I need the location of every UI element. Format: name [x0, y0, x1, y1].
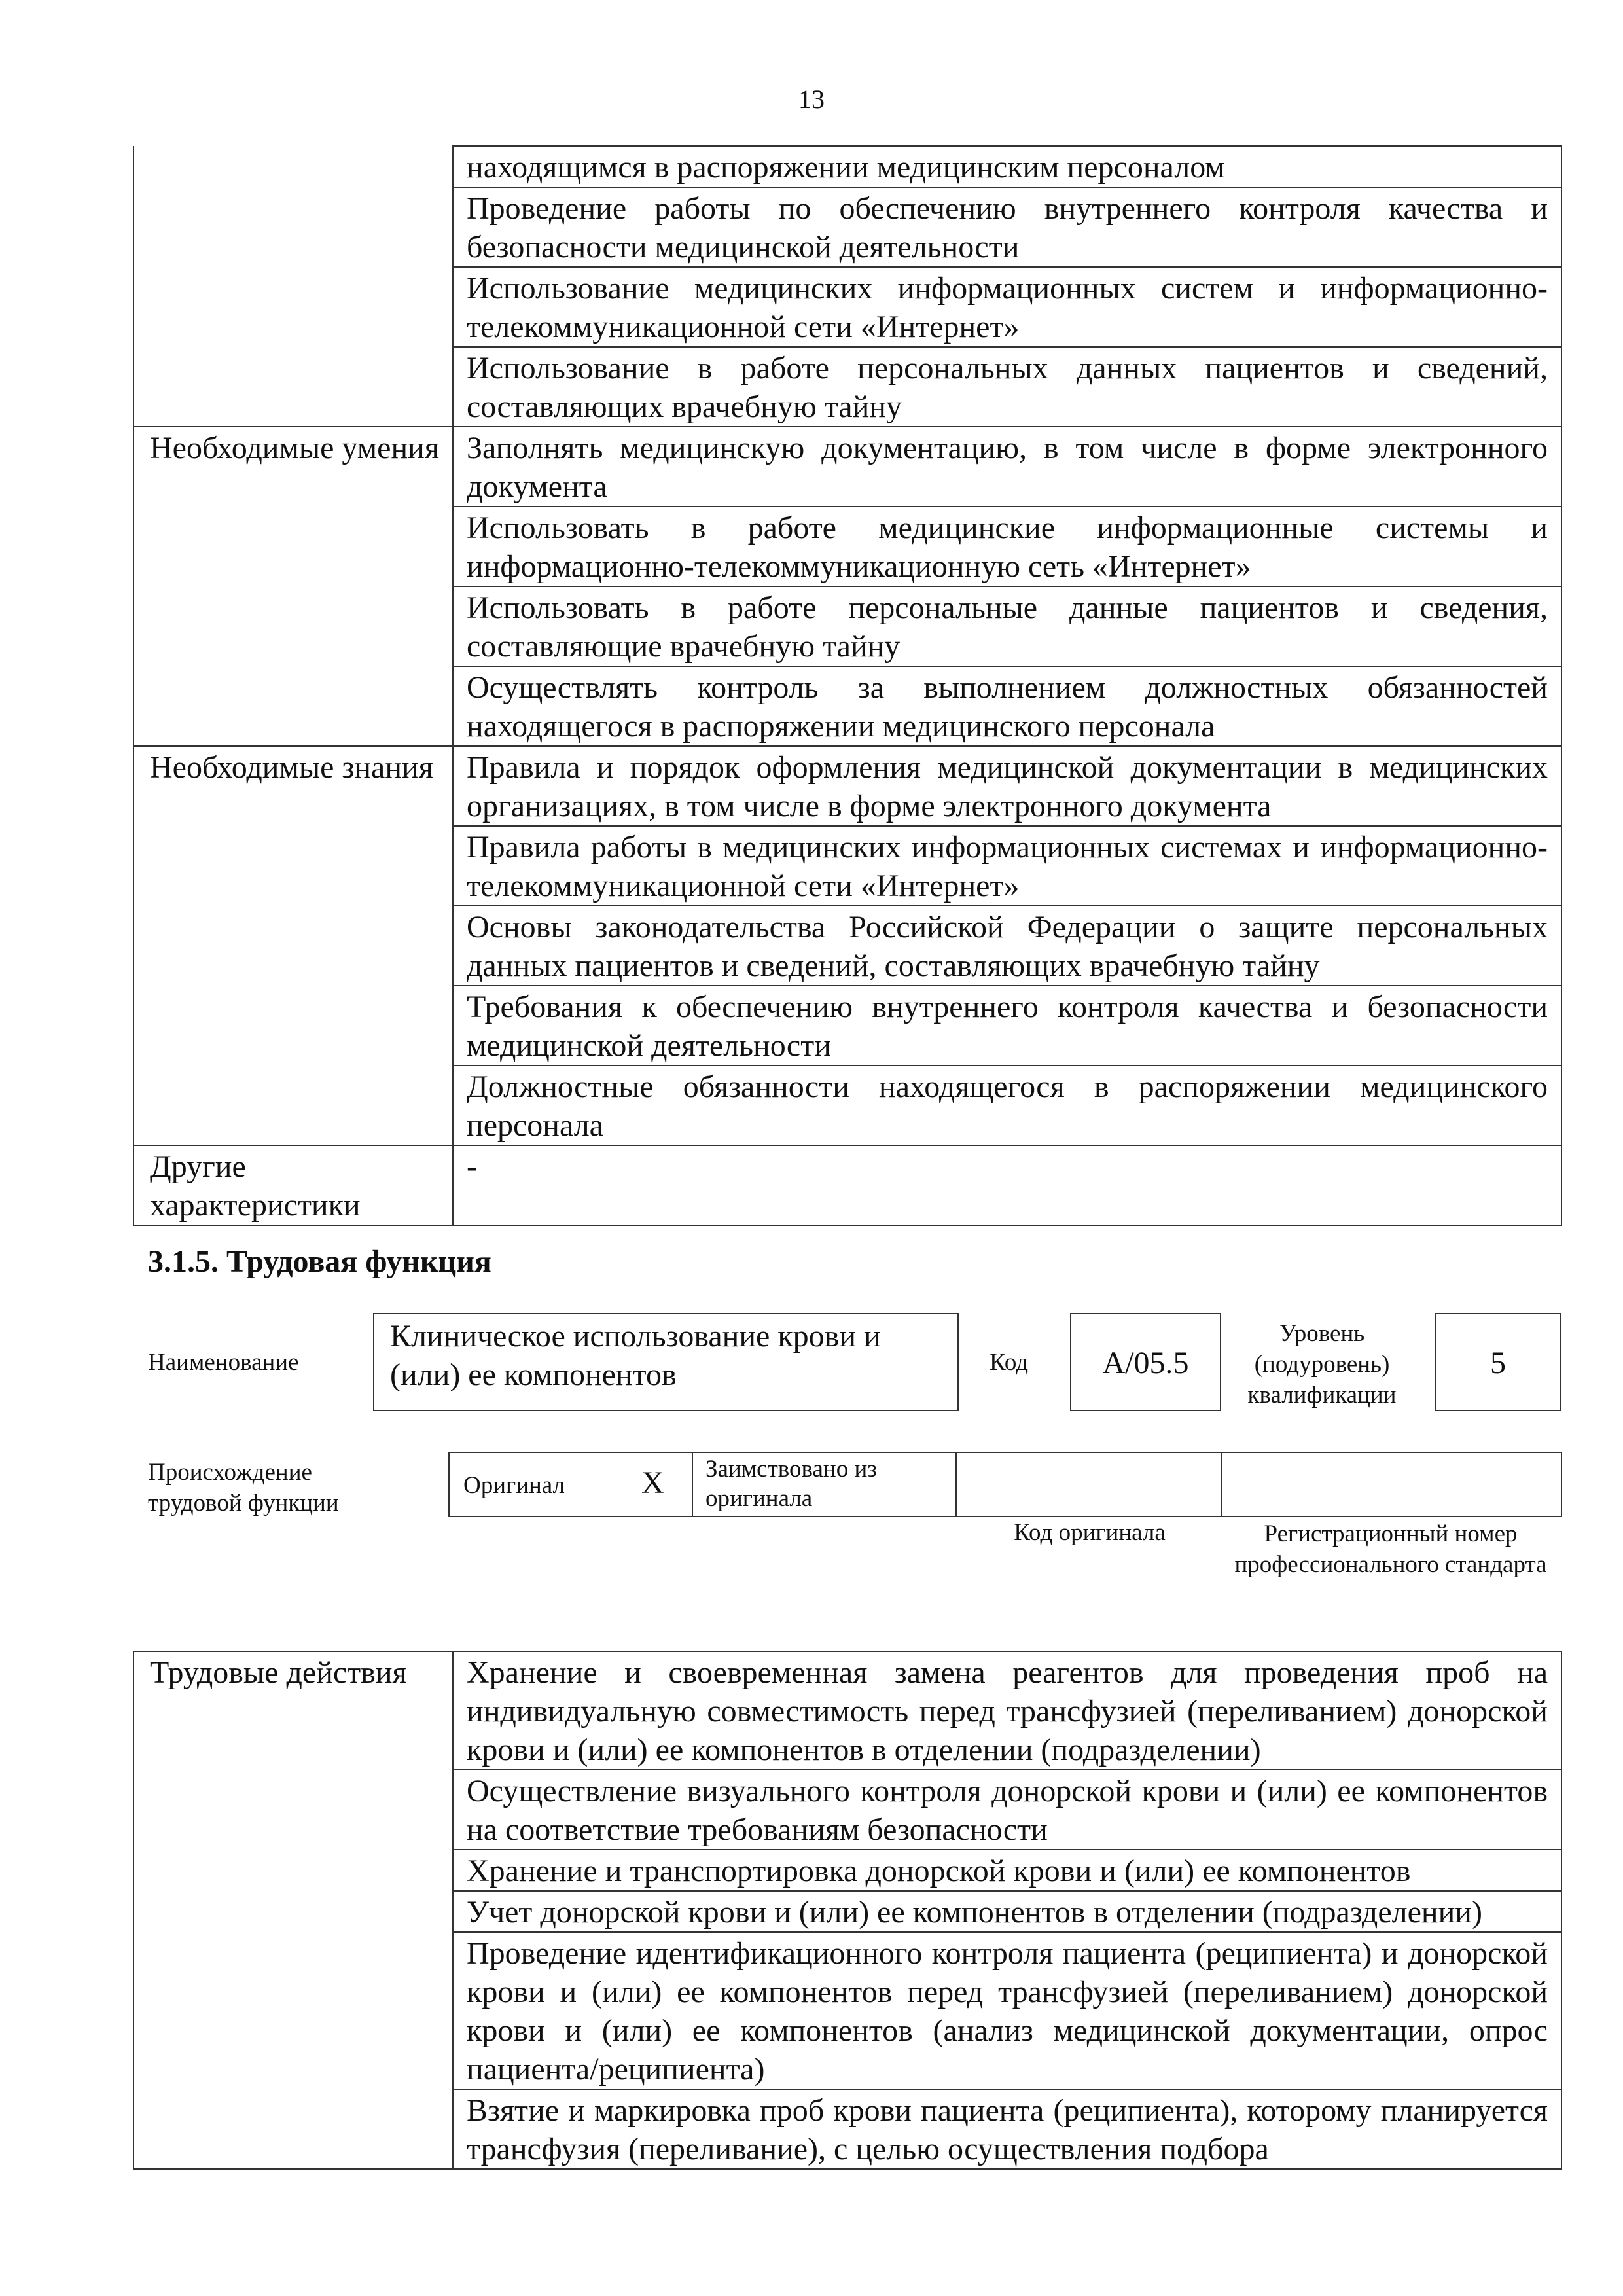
table-row — [134, 427, 1561, 507]
row-label-blank — [134, 347, 453, 427]
table-cell: Использование медицинских информационных систем и информационно-телекоммуникационной сети «Интернет» — [453, 267, 1561, 347]
table-cell: Использовать в работе медицинские информационные системы и информационно-телекоммуникационную сеть «Интернет» — [453, 507, 1561, 586]
table-cell: Хранение и транспортировка донорской крови и (или) ее компонентов — [453, 1850, 1561, 1891]
origin-divider — [955, 1452, 957, 1517]
table-cell: Осуществление визуального контроля донорской крови и (или) ее компонентов на соответствие требованиям безопасности — [453, 1770, 1561, 1850]
function-name-box — [373, 1313, 959, 1411]
row-label-knowledge: Необходимые знания — [134, 746, 453, 1145]
original-label: Оригинал — [463, 1472, 565, 1499]
row-label-skills: Необходимые умения — [134, 427, 453, 746]
borrowed-label: Заимствовано из оригинала — [705, 1456, 877, 1512]
table-cell: Учет донорской крови и (или) ее компонентов в отделении (подразделении) — [453, 1891, 1561, 1932]
section-title: 3.1.5. Трудовая функция — [148, 1244, 491, 1279]
origin-label: Происхождение трудовой функции — [148, 1459, 339, 1516]
labor-actions-table — [133, 1651, 1562, 2170]
function-name-value: Клиническое использование крови и (или) ее компонентов — [390, 1319, 881, 1392]
table-cell: Должностные обязанности находящегося в распоряжении медицинского персонала — [453, 1066, 1561, 1145]
row-label-other: Другие характеристики — [134, 1145, 453, 1225]
table-row — [134, 187, 1561, 267]
level-box — [1435, 1313, 1561, 1411]
table-cell: Проведение идентификационного контроля пациента (реципиента) и донорской крови и (или) ее компонентов перед трансфузией (переливанием) донорской крови и (или) ее компонентов (анализ медицинской документации, опрос пациента/реципиента) — [453, 1932, 1561, 2089]
table-cell: Использование в работе персональных данных пациентов и сведений, составляющих врачебную тайну — [453, 347, 1561, 427]
name-label: Наименование — [148, 1349, 299, 1376]
level-label: Уровень (подуровень) квалификации — [1247, 1320, 1397, 1408]
reg-number-caption: Регистрационный номер профессионального стандарта — [1234, 1520, 1547, 1578]
table-cell: Осуществлять контроль за выполнением должностных обязанностей находящегося в распоряжении медицинского персонала — [453, 666, 1561, 746]
original-mark: X — [641, 1465, 664, 1500]
table-cell: находящимся в распоряжении медицинским персоналом — [453, 146, 1561, 187]
code-box — [1070, 1313, 1221, 1411]
table-cell: Правила работы в медицинских информационных системах и информационно-телекоммуникационной сети «Интернет» — [453, 826, 1561, 906]
table-row — [134, 1145, 1561, 1225]
table-cell: Требования к обеспечению внутреннего контроля качества и безопасности медицинской деятельности — [453, 986, 1561, 1066]
table-cell: Проведение работы по обеспечению внутреннего контроля качества и безопасности медицинской деятельности — [453, 187, 1561, 267]
row-label-blank — [134, 187, 453, 267]
competency-table — [133, 145, 1562, 1226]
code-original-caption: Код оригинала — [1014, 1519, 1166, 1546]
code-value: A/05.5 — [1102, 1346, 1189, 1380]
table-row — [134, 1651, 1561, 1770]
code-label: Код — [990, 1349, 1029, 1376]
origin-divider — [1221, 1452, 1222, 1517]
table-cell: Правила и порядок оформления медицинской документации в медицинских организациях, в том числе в форме электронного документа — [453, 746, 1561, 826]
origin-box — [448, 1452, 1562, 1517]
table-cell: - — [453, 1145, 1561, 1225]
table-cell: Хранение и своевременная замена реагентов для проведения проб на индивидуальную совместимость перед трансфузией (переливанием) донорской крови и (или) ее компонентов в отделении (подразделении) — [453, 1651, 1561, 1770]
origin-divider — [692, 1452, 693, 1517]
table-row — [134, 347, 1561, 427]
table-row — [134, 746, 1561, 826]
table-cell: Основы законодательства Российской Федерации о защите персональных данных пациентов и сведений, составляющих врачебную тайну — [453, 906, 1561, 986]
row-label-blank — [134, 267, 453, 347]
row-label-continued — [134, 146, 453, 187]
table-cell: Взятие и маркировка проб крови пациента (реципиента), которому планируется трансфузия (переливание), с целью осуществления подбора — [453, 2089, 1561, 2169]
table-row — [134, 267, 1561, 347]
level-value: 5 — [1490, 1346, 1506, 1380]
page-number: 13 — [798, 84, 825, 114]
table-cell: Использовать в работе персональные данные пациентов и сведения, составляющие врачебную тайну — [453, 586, 1561, 666]
table-row — [134, 146, 1561, 187]
table-cell: Заполнять медицинскую документацию, в том числе в форме электронного документа — [453, 427, 1561, 507]
row-label-actions: Трудовые действия — [134, 1651, 453, 2169]
